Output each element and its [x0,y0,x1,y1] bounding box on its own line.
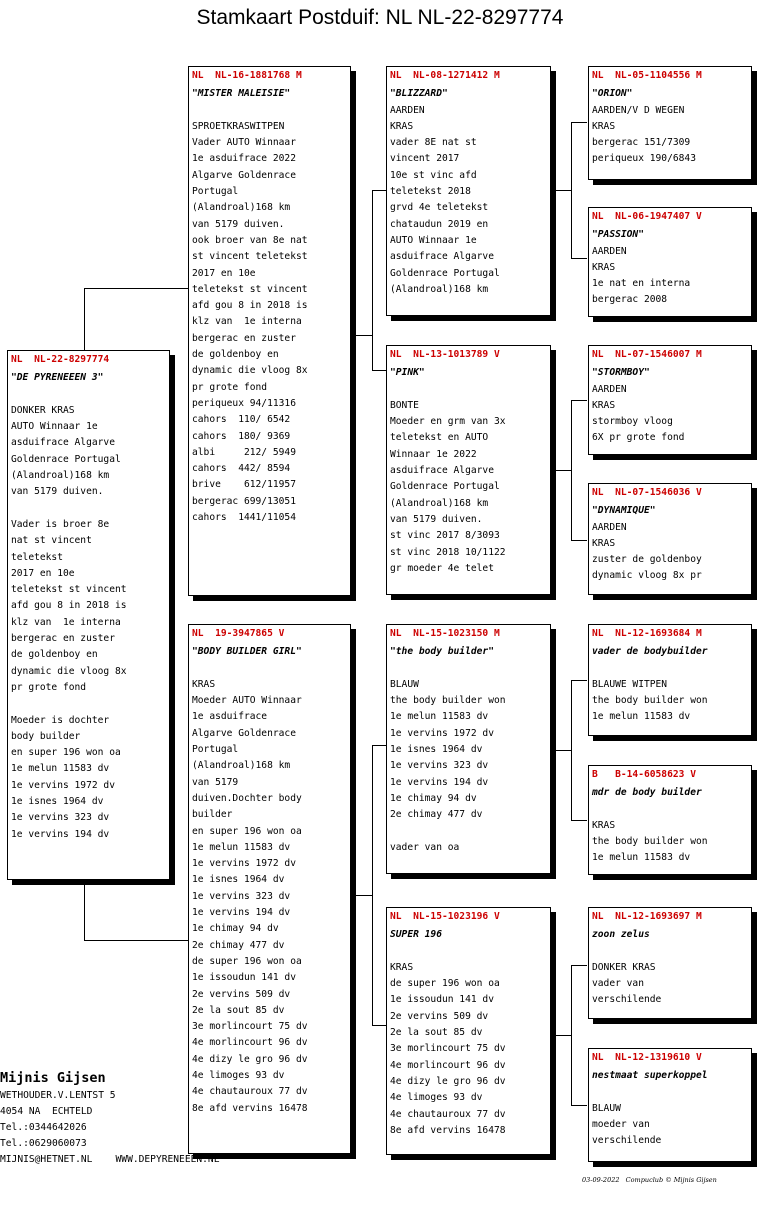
connector-line [354,335,373,336]
pigeon-name: "BLIZZARD" [390,88,448,100]
pigeon-details: AARDEN KRAS zuster de goldenboy dynamic vloog 8x pr [592,521,702,582]
connector-line [84,880,85,941]
connector-line [84,288,85,350]
pigeon-name: mdr de body builder [592,787,702,799]
pigeon-details: KRAS Moeder AUTO Winnaar 1e asduifrace Algarve Goldenrace Portugal (Alandroal)168 km van 5179 duiven.Dochter body builder en super 196 won oa 1e melun 11583 dv 1e vervins 1972 dv 1e isnes 1964 dv 1e vervins 323 dv 1e vervins 194 dv 1e chimay 94 dv 2e chimay 477 dv de super 196 won oa 1e issoudun 141 dv 2e vervins 509 dv 2e la sout 85 dv 3e morlincourt 75 dv 4e morlincourt 96 dv 4e dizy le gro 96 dv 4e limoges 93 dv 4e chautauroux 77 dv 8e afd vervins 16478 [192,678,308,1114]
pigeon-details: AARDEN KRAS stormboy vloog 6X pr grote fond [592,383,685,444]
connector-line [555,750,572,751]
pigeon-details: SPROETKRASWITPEN Vader AUTO Winnaar 1e asduifrace 2022 Algarve Goldenrace Portugal (Alandroal)168 km van 5179 duiven. ook broer van 8e nat st vincent teletekst 2017 en 10e teletekst st vincent afd gou 8 in 2018 is klz van 1e interna bergerac en zuster de goldenboy en dynamic die vloog 8x pr grote fond periqueux 94/11316 cahors 110/ 6542 cahors 180/ 9369 albi 212/ 5949 cahors 442/ 8594 brive 612/11957 bergerac 699/13051 cahors 1441/11054 [192,120,308,524]
ring-number: NL NL-16-1881768 M [192,70,302,81]
connector-line [571,258,587,259]
pigeon-name: "DYNAMIQUE" [592,505,656,517]
connector-line [372,745,373,1025]
pedigree-card-mfm[interactable] [588,765,752,875]
connector-line [84,940,188,941]
ring-number: NL NL-15-1023196 V [390,911,500,922]
pigeon-name: "ORION" [592,88,633,100]
connector-line [372,190,386,191]
pigeon-name: "DE PYRENEEEN 3" [11,372,104,384]
pedigree-card-subject[interactable] [7,350,170,880]
connector-line [571,540,587,541]
pigeon-details: AARDEN KRAS vader 8E nat st vincent 2017 10e st vinc afd teletekst 2018 grvd 4e teletekst chataudun 2019 en AUTO Winnaar 1e asduifrace Algarve Goldenrace Portugal (Alandroal)168 km [390,104,500,295]
pigeon-name: SUPER 196 [390,929,442,941]
connector-line [571,1105,587,1106]
pedigree-card-mother-father[interactable] [386,624,551,874]
owner-postal-code: 4054 NA ECHTELD [0,1106,93,1117]
pigeon-name: zoon zelus [592,929,650,941]
connector-line [571,680,587,681]
connector-line [571,122,587,123]
pigeon-name: "PASSION" [592,229,644,241]
footer-credit: 03-09-2022 Compuclub © Mijnis Gijsen [582,1176,717,1184]
connector-line [555,1035,572,1036]
connector-line [372,745,386,746]
connector-line [84,288,188,289]
owner-phone: Tel.:0344642026 [0,1122,87,1133]
pigeon-name: "the body builder" [390,646,494,658]
pigeon-details: AARDEN KRAS 1e nat en interna bergerac 2008 [592,245,691,306]
connector-line [571,820,587,821]
pigeon-name: nestmaat superkoppel [592,1070,708,1082]
pigeon-details: KRAS de super 196 won oa 1e issoudun 141 dv 2e vervins 509 dv 2e la sout 85 dv 3e morlincourt 75 dv 4e morlincourt 96 dv 4e dizy le gro 96 dv 4e limoges 93 dv 4e chautauroux 77 dv 8e afd vervins 16478 [390,961,506,1136]
pedigree-card-mmf[interactable] [588,907,752,1019]
connector-line [571,400,587,401]
pigeon-details: AARDEN/V D WEGEN KRAS bergerac 151/7309 periqueux 190/6843 [592,104,696,165]
ring-number: B B-14-6058623 V [592,769,696,780]
connector-line [555,470,572,471]
pedigree-card-mmm[interactable] [588,1048,752,1162]
connector-line [372,1025,386,1026]
pigeon-name: "BODY BUILDER GIRL" [192,646,302,658]
pedigree-card-father-father[interactable] [386,66,551,316]
page-title: Stamkaart Postduif: NL NL-22-8297774 [196,6,564,29]
ring-number: NL NL-08-1271412 M [390,70,500,81]
pedigree-card-fmf[interactable] [588,345,752,455]
ring-number: NL NL-15-1023150 M [390,628,500,639]
pigeon-details: BLAUW the body builder won 1e melun 11583 dv 1e vervins 1972 dv 1e isnes 1964 dv 1e vervins 323 dv 1e vervins 194 dv 1e chimay 94 dv 2e chimay 477 dv vader van oa [390,678,506,853]
pedigree-card-father[interactable] [188,66,351,596]
owner-mobile: Tel.:0629060073 [0,1138,87,1149]
ring-number: NL NL-06-1947407 V [592,211,702,222]
ring-number: NL 19-3947865 V [192,628,285,639]
ring-number: NL NL-13-1013789 V [390,349,500,360]
owner-info [0,1068,220,1168]
ring-number: NL NL-12-1693684 M [592,628,702,639]
pedigree-card-fmm[interactable] [588,483,752,595]
connector-line [555,190,572,191]
connector-line [372,370,386,371]
pedigree-card-ffm[interactable] [588,207,752,317]
pigeon-details: BLAUW moeder van verschilende [592,1102,662,1147]
owner-name: Mijnis Gijsen [0,1070,106,1086]
pigeon-name: vader de bodybuilder [592,646,708,658]
ring-number: NL NL-07-1546007 M [592,349,702,360]
owner-email-website: MIJNIS@HETNET.NL WWW.DEPYRENEEEN.NL [0,1154,220,1165]
ring-number: NL NL-12-1693697 M [592,911,702,922]
pedigree-card-mother-mother[interactable] [386,907,551,1155]
pigeon-details: DONKER KRAS vader van verschilende [592,961,662,1006]
ring-number: NL NL-07-1546036 V [592,487,702,498]
pigeon-details: BLAUWE WITPEN the body builder won 1e melun 11583 dv [592,678,708,723]
ring-number: NL NL-05-1104556 M [592,70,702,81]
pigeon-name: "PINK" [390,367,425,379]
pedigree-card-mff[interactable] [588,624,752,736]
pigeon-details: DONKER KRAS AUTO Winnaar 1e asduifrace Algarve Goldenrace Portugal (Alandroal)168 km van 5179 duiven. Vader is broer 8e nat st vincent teletekst 2017 en 10e teletekst st vincent afd gou 8 in 2018 is klz van 1e interna bergerac en zuster de goldenboy en dynamic die vloog 8x pr grote fond Moeder is dochter body builder en super 196 won oa 1e melun 11583 dv 1e vervins 1972 dv 1e isnes 1964 dv 1e vervins 323 dv 1e vervins 194 dv [11,404,127,840]
pigeon-name: "STORMBOY" [592,367,650,379]
pigeon-name: "MISTER MALEISIE" [192,88,291,100]
pedigree-card-father-mother[interactable] [386,345,551,595]
pedigree-card-fff[interactable] [588,66,752,180]
ring-number: NL NL-22-8297774 [11,354,110,365]
owner-address: WETHOUDER.V.LENTST 5 [0,1090,116,1101]
connector-line [571,965,587,966]
pigeon-details: BONTE Moeder en grm van 3x teletekst en AUTO Winnaar 1e 2022 asduifrace Algarve Goldenrace Portugal (Alandroal)168 km van 5179 duiven. st vinc 2017 8/3093 st vinc 2018 10/1122 gr moeder 4e telet [390,399,506,574]
connector-line [372,190,373,370]
connector-line [354,895,373,896]
pigeon-details: KRAS the body builder won 1e melun 11583 dv [592,819,708,864]
ring-number: NL NL-12-1319610 V [592,1052,702,1063]
